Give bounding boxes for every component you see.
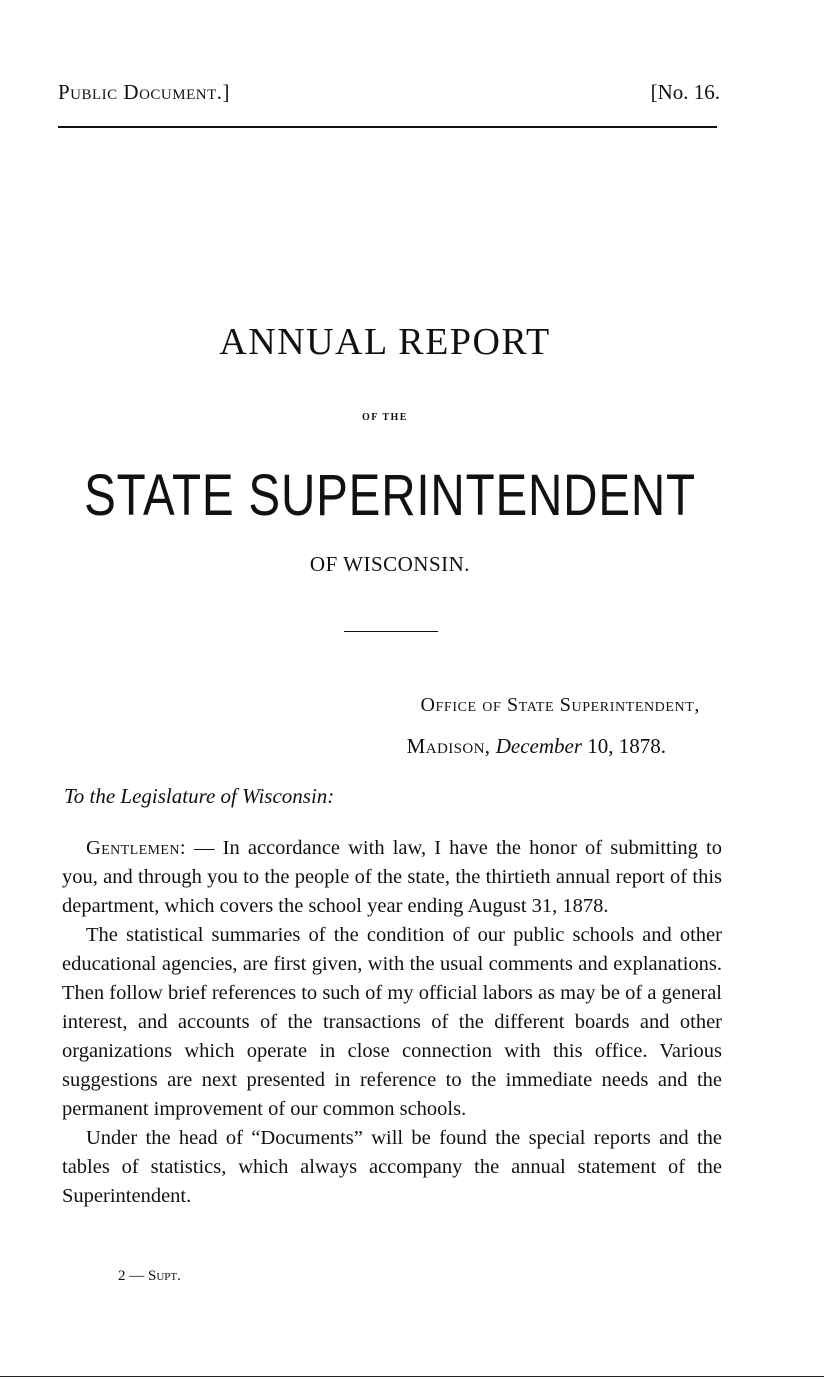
date-month: December xyxy=(495,734,582,758)
report-body xyxy=(62,834,722,1211)
paragraph-3: Under the head of “Documents” will be found the special reports and the tables of statistics, which always accompany the annual statement of the Superintendent. xyxy=(62,1127,722,1207)
report-subject-title: STATE SUPERINTENDENT xyxy=(84,463,696,528)
paragraph-1 xyxy=(62,834,722,921)
signature-mark xyxy=(118,1268,181,1285)
paragraph-2: The statistical summaries of the condition of our public schools and other educational agencies, are first given, with the usual comments and explanations. Then follow brief references to such of my official labors as may be of a general interest, and accounts of the transactions of the different boards and other organizations which operate in close connection with this office. Various suggestions are next presented in reference to the immediate needs and the permanent improvement of our common schools. xyxy=(62,924,722,1120)
title-connector: OF THE xyxy=(362,412,408,423)
paragraph-1-text: — In accordance with law, I have the honor of submitting to you, and through you to the people of the state, the thirtieth annual report of this department, which covers the school year ending August 31, 1878. xyxy=(62,837,722,917)
place-date-line xyxy=(407,734,666,759)
document-number: [No. 16. xyxy=(650,80,720,104)
report-state-title: OF WISCONSIN. xyxy=(309,552,471,576)
salutation-address: To the Legislature of Wisconsin: xyxy=(64,784,335,808)
place-name: Madison, xyxy=(406,734,491,758)
header-divider xyxy=(58,126,717,128)
office-line: Office of State Superintendent, xyxy=(420,694,700,716)
signature-number: 2 — xyxy=(118,1268,148,1284)
report-title: ANNUAL REPORT xyxy=(219,321,551,363)
title-divider xyxy=(344,631,438,632)
date-day-year: 10, 1878. xyxy=(587,734,666,758)
signature-text: Supt. xyxy=(148,1268,181,1284)
salutation-lead: Gentlemen: xyxy=(86,837,186,859)
page-bottom-edge xyxy=(0,1376,824,1377)
header-left-label: Public Document.] xyxy=(58,80,231,104)
